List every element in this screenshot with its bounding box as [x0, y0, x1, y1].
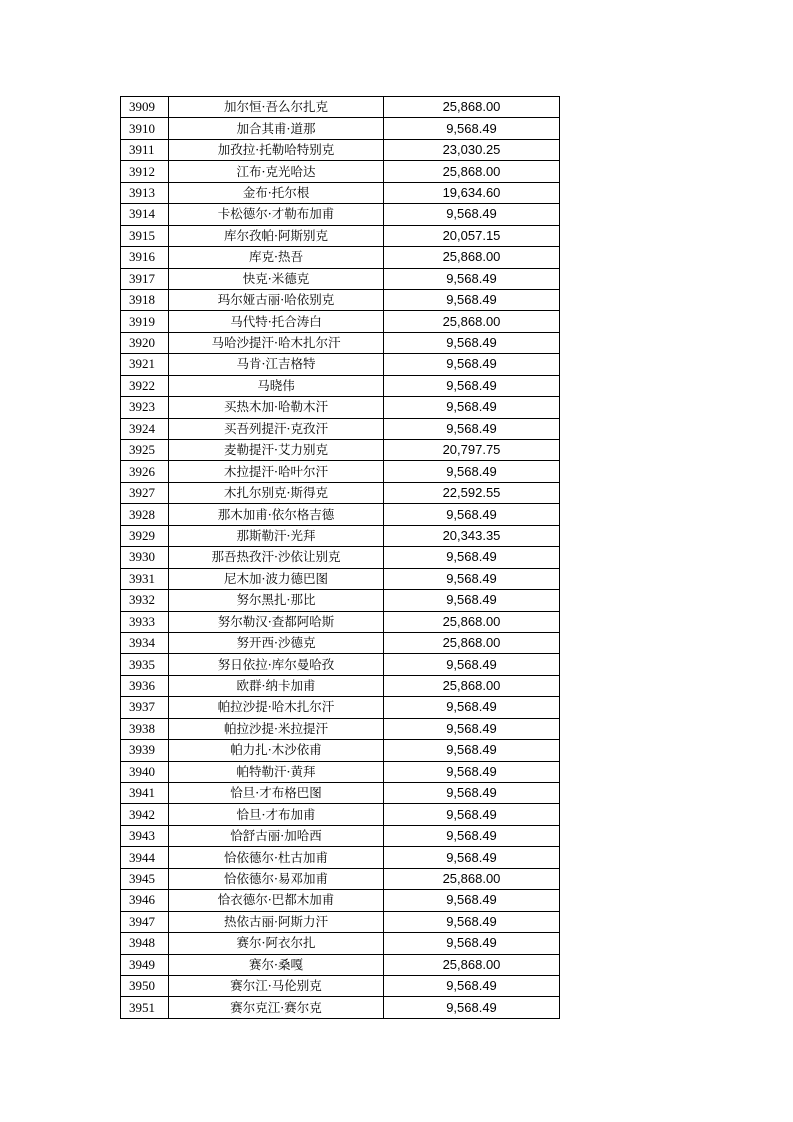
table-row [121, 718, 560, 739]
row-id-cell: 3909 [121, 97, 169, 118]
row-name-cell: 麦勒提汗·艾力别克 [169, 440, 384, 461]
row-id-cell: 3936 [121, 675, 169, 696]
row-id-cell: 3928 [121, 504, 169, 525]
row-amount-cell: 25,868.00 [384, 954, 560, 975]
row-id-cell: 3912 [121, 161, 169, 182]
row-id-cell: 3947 [121, 911, 169, 932]
table-row [121, 204, 560, 225]
row-name-cell: 帕拉沙提·哈木扎尔汗 [169, 697, 384, 718]
row-amount-cell: 9,568.49 [384, 289, 560, 310]
row-name-cell: 金布·托尔根 [169, 182, 384, 203]
row-name-cell: 快克·米德克 [169, 268, 384, 289]
row-name-cell: 恰依德尔·易邓加甫 [169, 868, 384, 889]
table-row [121, 268, 560, 289]
row-id-cell: 3931 [121, 568, 169, 589]
table-row [121, 654, 560, 675]
table-row [121, 611, 560, 632]
row-name-cell: 赛尔江·马伦别克 [169, 975, 384, 996]
table-row [121, 632, 560, 653]
row-amount-cell: 9,568.49 [384, 118, 560, 139]
row-amount-cell: 9,568.49 [384, 804, 560, 825]
table-row [121, 740, 560, 761]
row-id-cell: 3951 [121, 997, 169, 1018]
row-id-cell: 3920 [121, 332, 169, 353]
row-id-cell: 3935 [121, 654, 169, 675]
row-name-cell: 帕特勒汗·黄拜 [169, 761, 384, 782]
row-amount-cell: 9,568.49 [384, 825, 560, 846]
table-row [121, 804, 560, 825]
row-amount-cell: 9,568.49 [384, 718, 560, 739]
row-amount-cell: 9,568.49 [384, 504, 560, 525]
row-id-cell: 3946 [121, 890, 169, 911]
table-row [121, 590, 560, 611]
row-name-cell: 恰旦·才布格巴图 [169, 783, 384, 804]
table-row [121, 847, 560, 868]
row-amount-cell: 20,797.75 [384, 440, 560, 461]
table-row [121, 311, 560, 332]
row-amount-cell: 9,568.49 [384, 568, 560, 589]
table-row [121, 461, 560, 482]
row-id-cell: 3927 [121, 482, 169, 503]
row-name-cell: 帕拉沙提·米拉提汗 [169, 718, 384, 739]
row-amount-cell: 9,568.49 [384, 783, 560, 804]
row-amount-cell: 9,568.49 [384, 418, 560, 439]
row-name-cell: 库尔孜帕·阿斯别克 [169, 225, 384, 246]
row-amount-cell: 9,568.49 [384, 997, 560, 1018]
row-id-cell: 3925 [121, 440, 169, 461]
row-amount-cell: 9,568.49 [384, 697, 560, 718]
table-row [121, 332, 560, 353]
table-row [121, 997, 560, 1018]
row-amount-cell: 9,568.49 [384, 204, 560, 225]
row-name-cell: 努开西·沙德克 [169, 632, 384, 653]
row-name-cell: 恰衣德尔·巴都木加甫 [169, 890, 384, 911]
table-row [121, 225, 560, 246]
row-name-cell: 木扎尔别克·斯得克 [169, 482, 384, 503]
row-name-cell: 恰旦·才布加甫 [169, 804, 384, 825]
row-amount-cell: 25,868.00 [384, 675, 560, 696]
row-name-cell: 恰舒古丽·加哈西 [169, 825, 384, 846]
row-amount-cell: 9,568.49 [384, 547, 560, 568]
table-row [121, 933, 560, 954]
row-name-cell: 买热木加·哈勒木汗 [169, 397, 384, 418]
table-row [121, 247, 560, 268]
row-id-cell: 3911 [121, 139, 169, 160]
row-name-cell: 玛尔娅古丽·哈依别克 [169, 289, 384, 310]
table-row [121, 418, 560, 439]
row-id-cell: 3949 [121, 954, 169, 975]
row-id-cell: 3934 [121, 632, 169, 653]
table-row [121, 440, 560, 461]
row-name-cell: 加合其甫·道那 [169, 118, 384, 139]
row-amount-cell: 9,568.49 [384, 975, 560, 996]
table-row [121, 825, 560, 846]
row-amount-cell: 9,568.49 [384, 332, 560, 353]
row-amount-cell: 25,868.00 [384, 97, 560, 118]
table-row [121, 504, 560, 525]
row-amount-cell: 19,634.60 [384, 182, 560, 203]
row-id-cell: 3924 [121, 418, 169, 439]
row-amount-cell: 25,868.00 [384, 161, 560, 182]
row-name-cell: 赛尔克江·赛尔克 [169, 997, 384, 1018]
row-name-cell: 库克·热吾 [169, 247, 384, 268]
row-amount-cell: 25,868.00 [384, 868, 560, 889]
row-id-cell: 3915 [121, 225, 169, 246]
row-id-cell: 3913 [121, 182, 169, 203]
table-row [121, 525, 560, 546]
table-row [121, 97, 560, 118]
table-row [121, 161, 560, 182]
row-name-cell: 热依古丽·阿斯力汗 [169, 911, 384, 932]
table-row [121, 697, 560, 718]
row-amount-cell: 25,868.00 [384, 632, 560, 653]
row-name-cell: 马代特·托合涛白 [169, 311, 384, 332]
table-row [121, 954, 560, 975]
record-table-body [121, 97, 560, 1019]
row-id-cell: 3917 [121, 268, 169, 289]
row-id-cell: 3932 [121, 590, 169, 611]
table-row [121, 547, 560, 568]
table-row [121, 783, 560, 804]
row-id-cell: 3919 [121, 311, 169, 332]
row-id-cell: 3943 [121, 825, 169, 846]
table-row [121, 761, 560, 782]
row-id-cell: 3921 [121, 354, 169, 375]
row-id-cell: 3938 [121, 718, 169, 739]
row-amount-cell: 9,568.49 [384, 761, 560, 782]
row-name-cell: 努尔勒汉·查都阿哈斯 [169, 611, 384, 632]
row-name-cell: 那木加甫·依尔格吉德 [169, 504, 384, 525]
row-name-cell: 加尔恒·吾么尔扎克 [169, 97, 384, 118]
table-row [121, 139, 560, 160]
row-amount-cell: 25,868.00 [384, 311, 560, 332]
row-name-cell: 努尔黑扎·那比 [169, 590, 384, 611]
row-amount-cell: 9,568.49 [384, 890, 560, 911]
row-amount-cell: 25,868.00 [384, 247, 560, 268]
table-row [121, 868, 560, 889]
table-row [121, 911, 560, 932]
table-row [121, 182, 560, 203]
row-id-cell: 3926 [121, 461, 169, 482]
record-table [120, 96, 560, 1019]
row-name-cell: 木拉提汗·哈叶尔汗 [169, 461, 384, 482]
row-name-cell: 买吾列提汗·克孜汗 [169, 418, 384, 439]
table-row [121, 568, 560, 589]
row-id-cell: 3930 [121, 547, 169, 568]
table-row [121, 890, 560, 911]
row-id-cell: 3914 [121, 204, 169, 225]
row-id-cell: 3929 [121, 525, 169, 546]
row-amount-cell: 23,030.25 [384, 139, 560, 160]
row-name-cell: 赛尔·桑嘎 [169, 954, 384, 975]
row-amount-cell: 9,568.49 [384, 268, 560, 289]
row-name-cell: 马肯·江吉格特 [169, 354, 384, 375]
row-amount-cell: 9,568.49 [384, 461, 560, 482]
row-id-cell: 3910 [121, 118, 169, 139]
row-id-cell: 3923 [121, 397, 169, 418]
row-name-cell: 加孜拉·托勒哈特别克 [169, 139, 384, 160]
row-id-cell: 3942 [121, 804, 169, 825]
row-amount-cell: 9,568.49 [384, 590, 560, 611]
row-amount-cell: 9,568.49 [384, 354, 560, 375]
row-amount-cell: 20,057.15 [384, 225, 560, 246]
row-id-cell: 3945 [121, 868, 169, 889]
row-amount-cell: 9,568.49 [384, 654, 560, 675]
row-id-cell: 3941 [121, 783, 169, 804]
row-name-cell: 那吾热孜汗·沙依让别克 [169, 547, 384, 568]
table-row [121, 397, 560, 418]
row-id-cell: 3948 [121, 933, 169, 954]
row-amount-cell: 9,568.49 [384, 847, 560, 868]
table-row [121, 375, 560, 396]
row-id-cell: 3916 [121, 247, 169, 268]
row-name-cell: 赛尔·阿衣尔扎 [169, 933, 384, 954]
table-row [121, 289, 560, 310]
row-name-cell: 欧群·纳卡加甫 [169, 675, 384, 696]
row-id-cell: 3937 [121, 697, 169, 718]
row-name-cell: 马晓伟 [169, 375, 384, 396]
row-name-cell: 那斯勒汗·光拜 [169, 525, 384, 546]
row-amount-cell: 9,568.49 [384, 911, 560, 932]
row-name-cell: 江布·克光哈达 [169, 161, 384, 182]
table-row [121, 975, 560, 996]
row-name-cell: 马哈沙提汗·哈木扎尔汗 [169, 332, 384, 353]
row-amount-cell: 9,568.49 [384, 933, 560, 954]
row-amount-cell: 20,343.35 [384, 525, 560, 546]
table-row [121, 118, 560, 139]
table-row [121, 675, 560, 696]
row-name-cell: 尼木加·波力德巴图 [169, 568, 384, 589]
table-row [121, 354, 560, 375]
row-amount-cell: 25,868.00 [384, 611, 560, 632]
row-name-cell: 努日依拉·库尔曼哈孜 [169, 654, 384, 675]
row-id-cell: 3944 [121, 847, 169, 868]
row-amount-cell: 9,568.49 [384, 740, 560, 761]
row-amount-cell: 9,568.49 [384, 397, 560, 418]
row-id-cell: 3939 [121, 740, 169, 761]
row-id-cell: 3918 [121, 289, 169, 310]
row-name-cell: 帕力扎·木沙依甫 [169, 740, 384, 761]
row-id-cell: 3940 [121, 761, 169, 782]
row-id-cell: 3933 [121, 611, 169, 632]
row-name-cell: 恰依德尔·杜古加甫 [169, 847, 384, 868]
row-id-cell: 3922 [121, 375, 169, 396]
row-amount-cell: 9,568.49 [384, 375, 560, 396]
row-id-cell: 3950 [121, 975, 169, 996]
table-row [121, 482, 560, 503]
row-name-cell: 卡松德尔·才勒布加甫 [169, 204, 384, 225]
row-amount-cell: 22,592.55 [384, 482, 560, 503]
